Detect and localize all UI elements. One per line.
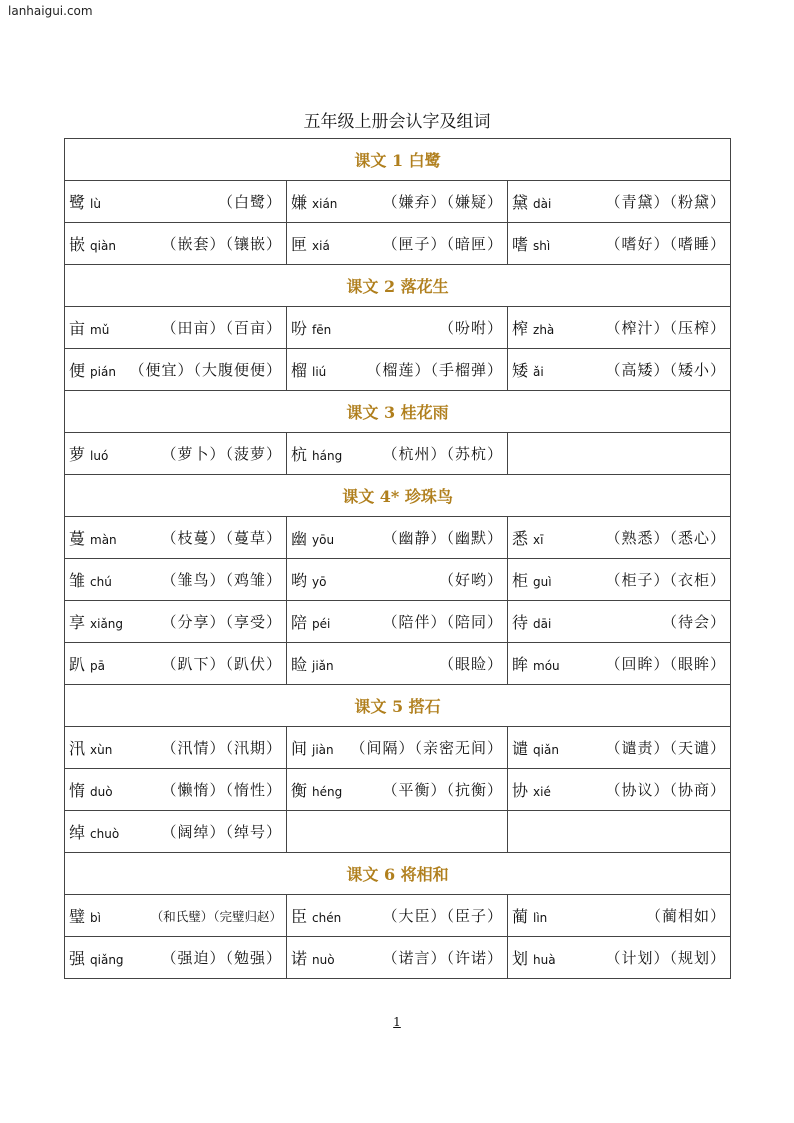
word-examples: （分享）（享受） (161, 613, 282, 631)
hanzi-char: 雏 (69, 571, 86, 590)
table-row (65, 349, 731, 391)
hanzi-char: 矮 (512, 361, 529, 380)
hanzi-char: 榨 (512, 319, 529, 338)
word-examples: （间隔）（亲密无间） (350, 739, 503, 757)
hanzi-char: 惰 (69, 781, 86, 800)
table-row (65, 223, 731, 265)
word-examples: （枝蔓）（蔓草） (161, 529, 282, 547)
word-examples: （吩咐） (438, 319, 503, 337)
word-examples: （匣子）（暗匣） (382, 235, 503, 253)
hanzi-char: 吩 (291, 319, 308, 338)
vocab-cell (287, 643, 508, 685)
pinyin: yōu (312, 533, 335, 547)
pinyin: chén (312, 911, 342, 925)
hanzi-char: 陪 (291, 613, 308, 632)
hanzi-char: 谴 (512, 739, 529, 758)
word-examples: （平衡）（抗衡） (382, 781, 503, 799)
vocab-cell (287, 517, 508, 559)
vocab-cell (65, 559, 287, 601)
vocab-cell (287, 307, 508, 349)
vocab-cell (508, 601, 731, 643)
pinyin: guì (533, 575, 552, 589)
word-examples: （青黛）（粉黛） (605, 193, 727, 211)
vocab-cell (287, 601, 508, 643)
vocab-cell (508, 517, 731, 559)
word-examples: （协议）（协商） (605, 781, 727, 799)
vocab-cell (287, 769, 508, 811)
table-row (65, 517, 731, 559)
hanzi-char: 杭 (291, 445, 308, 464)
vocab-cell (65, 517, 287, 559)
word-examples: （幽静）（幽默） (382, 529, 503, 547)
lesson-header-row (65, 475, 731, 517)
word-examples: （嫌弃）（嫌疑） (382, 193, 503, 211)
pinyin: lìn (533, 911, 548, 925)
vocab-cell (287, 559, 508, 601)
pinyin: zhà (533, 323, 555, 337)
word-examples: （榴莲）（手榴弹） (366, 361, 503, 379)
word-examples: （阔绰）（绰号） (161, 823, 282, 841)
pinyin: fēn (312, 323, 332, 337)
pinyin: jiǎn (312, 659, 334, 673)
pinyin: pā (90, 659, 105, 673)
pinyin: héng (312, 785, 343, 799)
pinyin: háng (312, 449, 343, 463)
hanzi-char: 蔓 (69, 529, 86, 548)
pinyin: duò (90, 785, 113, 799)
hanzi-char: 协 (512, 781, 529, 800)
hanzi-char: 便 (69, 361, 86, 380)
vocab-cell (287, 895, 508, 937)
word-examples: （熟悉）（悉心） (605, 529, 727, 547)
word-examples: （杭州）（苏杭） (382, 445, 503, 463)
word-examples: （大臣）（臣子） (382, 907, 503, 925)
lesson-header-row (65, 391, 731, 433)
hanzi-char: 匣 (291, 235, 308, 254)
word-examples: （萝卜）（菠萝） (161, 445, 282, 463)
vocab-cell (508, 727, 731, 769)
word-examples: （计划）（规划） (605, 949, 727, 967)
hanzi-char: 待 (512, 613, 529, 632)
word-examples: （蔺相如） (646, 907, 727, 925)
hanzi-char: 诺 (291, 949, 308, 968)
word-examples: （回眸）（眼眸） (605, 655, 727, 673)
word-examples: （田亩）（百亩） (161, 319, 282, 337)
word-examples: （强迫）（勉强） (161, 949, 282, 967)
vocab-cell (508, 895, 731, 937)
word-examples: （汛情）（汛期） (161, 739, 282, 757)
vocab-cell (508, 181, 731, 223)
hanzi-char: 划 (512, 949, 529, 968)
vocab-cell (508, 643, 731, 685)
pinyin: mǔ (90, 323, 110, 337)
word-examples: （诺言）（许诺） (382, 949, 503, 967)
pinyin: dài (533, 197, 552, 211)
vocab-cell (287, 181, 508, 223)
pinyin: nuò (312, 953, 335, 967)
table-row (65, 727, 731, 769)
word-examples: （便宜）（大腹便便） (129, 361, 282, 379)
vocab-cell (65, 307, 287, 349)
vocab-cell (65, 601, 287, 643)
word-examples: （嗜好）（嗜睡） (605, 235, 727, 253)
word-examples: （高矮）（矮小） (605, 361, 727, 379)
hanzi-char: 黛 (512, 193, 529, 212)
hanzi-char: 柜 (512, 571, 529, 590)
hanzi-char: 哟 (291, 571, 308, 590)
hanzi-char: 睑 (291, 655, 308, 674)
vocab-cell (65, 727, 287, 769)
pinyin: xiǎng (90, 617, 124, 631)
pinyin: péi (312, 617, 331, 631)
table-row (65, 937, 731, 979)
word-examples: （待会） (662, 613, 727, 631)
vocab-cell (287, 349, 508, 391)
pinyin: móu (533, 659, 560, 673)
hanzi-char: 嗜 (512, 235, 529, 254)
hanzi-char: 鹭 (69, 193, 86, 212)
vocab-cell (287, 223, 508, 265)
vocab-cell (287, 811, 508, 853)
hanzi-char: 汛 (69, 739, 86, 758)
hanzi-char: 享 (69, 613, 86, 632)
page-number: 1 (393, 1015, 401, 1029)
table-row (65, 769, 731, 811)
lesson-header-row (65, 853, 731, 895)
word-examples: （榨汁）（压榨） (605, 319, 727, 337)
table-row (65, 643, 731, 685)
pinyin: bì (90, 911, 101, 925)
pinyin: xiá (312, 239, 330, 253)
hanzi-char: 嵌 (69, 235, 86, 254)
pinyin: ǎi (533, 365, 544, 379)
table-row (65, 811, 731, 853)
word-examples: （白鹭） (217, 193, 282, 211)
pinyin: luó (90, 449, 109, 463)
pinyin: dāi (533, 617, 552, 631)
pinyin: pián (90, 365, 116, 379)
word-examples: （眼睑） (438, 655, 503, 673)
pinyin: liú (312, 365, 327, 379)
pinyin: qiàn (90, 239, 116, 253)
lesson-header-row (65, 265, 731, 307)
lesson-title: 课文 6 将相和 (65, 853, 731, 895)
lesson-title: 课文 5 搭石 (65, 685, 731, 727)
lesson-title: 课文 4* 珍珠鸟 (65, 475, 731, 517)
vocab-cell (508, 223, 731, 265)
vocab-cell (508, 433, 731, 475)
hanzi-char: 亩 (69, 319, 86, 338)
vocab-cell (287, 727, 508, 769)
hanzi-char: 悉 (512, 529, 529, 548)
word-examples: （雏鸟）（鸡雏） (161, 571, 282, 589)
hanzi-char: 间 (291, 739, 308, 758)
table-row (65, 433, 731, 475)
word-examples: （陪伴）（陪同） (382, 613, 503, 631)
pinyin: huà (533, 953, 556, 967)
pinyin: chú (90, 575, 112, 589)
pinyin: màn (90, 533, 117, 547)
vocab-cell (508, 349, 731, 391)
site-watermark: lanhaigui.com (8, 4, 93, 18)
hanzi-char: 绰 (69, 823, 86, 842)
hanzi-char: 衡 (291, 781, 308, 800)
pinyin: jiàn (312, 743, 334, 757)
vocab-cell (508, 811, 731, 853)
pinyin: yō (312, 575, 327, 589)
vocab-cell (65, 181, 287, 223)
vocab-cell (508, 307, 731, 349)
hanzi-char: 蔺 (512, 907, 529, 926)
word-examples: （嵌套）（镶嵌） (161, 235, 282, 253)
pinyin: xián (312, 197, 338, 211)
vocab-cell (65, 937, 287, 979)
table-row (65, 307, 731, 349)
hanzi-char: 强 (69, 949, 86, 968)
word-examples: （谴责）（天谴） (605, 739, 727, 757)
pinyin: xùn (90, 743, 113, 757)
word-examples: （和氏璧）（完璧归赵） (150, 908, 282, 924)
vocab-cell (508, 937, 731, 979)
lesson-header-row (65, 139, 731, 181)
vocab-cell (65, 223, 287, 265)
page-title: 五年级上册会认字及组词 (303, 112, 491, 132)
lesson-title: 课文 2 落花生 (65, 265, 731, 307)
table-row (65, 895, 731, 937)
hanzi-char: 萝 (69, 445, 86, 464)
vocab-cell (287, 937, 508, 979)
hanzi-char: 嫌 (291, 193, 308, 212)
table-row (65, 181, 731, 223)
vocab-cell (287, 433, 508, 475)
lesson-title: 课文 1 白鹭 (65, 139, 731, 181)
lesson-header-row (65, 685, 731, 727)
word-examples: （柜子）（衣柜） (605, 571, 727, 589)
pinyin: qiǎn (533, 743, 559, 757)
vocab-cell (508, 559, 731, 601)
hanzi-char: 眸 (512, 655, 529, 674)
pinyin: lù (90, 197, 101, 211)
hanzi-char: 榴 (291, 361, 308, 380)
table-row (65, 601, 731, 643)
vocab-cell (508, 769, 731, 811)
vocab-cell (65, 769, 287, 811)
hanzi-char: 璧 (69, 907, 86, 926)
vocab-cell (65, 643, 287, 685)
vocab-table (64, 138, 731, 979)
vocab-cell (65, 895, 287, 937)
vocab-cell (65, 811, 287, 853)
vocab-cell (65, 433, 287, 475)
pinyin: xié (533, 785, 551, 799)
pinyin: qiǎng (90, 953, 124, 967)
word-examples: （趴下）（趴伏） (161, 655, 282, 673)
lesson-title: 课文 3 桂花雨 (65, 391, 731, 433)
hanzi-char: 趴 (69, 655, 86, 674)
hanzi-char: 臣 (291, 907, 308, 926)
pinyin: xī (533, 533, 544, 547)
word-examples: （好哟） (438, 571, 503, 589)
pinyin: shì (533, 239, 551, 253)
vocab-cell (65, 349, 287, 391)
table-row (65, 559, 731, 601)
hanzi-char: 幽 (291, 529, 308, 548)
pinyin: chuò (90, 827, 120, 841)
word-examples: （懒惰）（惰性） (161, 781, 282, 799)
